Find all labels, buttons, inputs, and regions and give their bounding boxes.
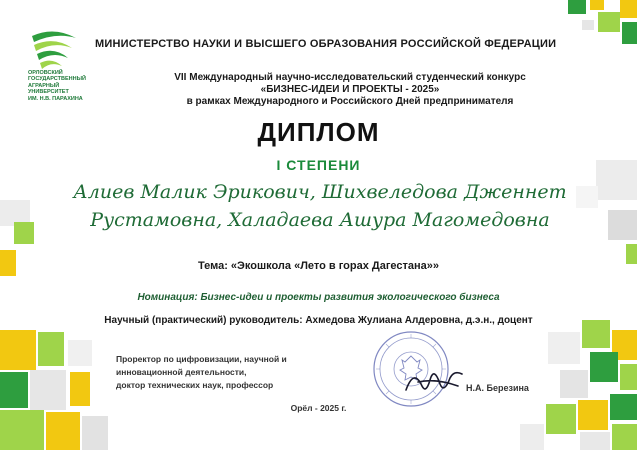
recipient-line: Алиев Малик Эрикович, Шихвеледова Дженнет (73, 181, 567, 203)
supervisor: Научный (практический) руководитель: Ахмедова Жулиана Алдеровна, д.э.н., доцент (104, 315, 533, 326)
logo-line: АГРАРНЫЙ (28, 82, 60, 89)
decor-square (82, 416, 108, 450)
decor-square (580, 432, 610, 450)
decor-square (0, 330, 36, 370)
conference-info (140, 72, 560, 108)
signer-line: Проректор по цифровизации, научной и (116, 354, 287, 364)
signer-line: доктор технических наук, профессор (116, 380, 274, 390)
decor-square (38, 332, 64, 366)
decor-square (560, 370, 588, 398)
diploma-degree: I СТЕПЕНИ (276, 157, 361, 173)
decor-square (590, 0, 604, 10)
decor-square (582, 20, 594, 30)
recipient-line: Рустамовна, Халадаева Ашура Магомедовна (90, 209, 550, 231)
decor-square (598, 12, 620, 32)
signer-line: инновационной деятельности, (116, 367, 247, 377)
decor-square (612, 424, 637, 450)
decor-square (568, 0, 586, 14)
recipient-names (60, 178, 580, 234)
signer-position (116, 353, 336, 392)
logo-line: ГОСУДАРСТВЕННЫЙ (28, 76, 86, 83)
leaf-logo-icon (28, 28, 80, 72)
decor-square (590, 352, 618, 382)
logo-caption (28, 70, 128, 102)
decor-square (46, 412, 80, 450)
signer-name: Н.А. Березина (466, 383, 529, 393)
signature-icon (400, 360, 470, 400)
decor-square (0, 410, 44, 450)
conference-line: «БИЗНЕС-ИДЕИ И ПРОЕКТЫ - 2025» (260, 84, 440, 95)
conference-line: в рамках Международного и Российского Дней предпринимателя (186, 96, 514, 107)
decor-square (68, 340, 92, 366)
logo-line: УНИВЕРСИТЕТ (28, 89, 69, 96)
decor-square (608, 210, 637, 240)
logo-line: ИМ. Н.В. ПАРАХИНА (28, 95, 83, 102)
project-theme: Тема: «Экошкола «Лето в горах Дагестана»» (197, 260, 440, 272)
nomination: Номинация: Бизнес-идеи и проекты развития экологического бизнеса (137, 292, 500, 303)
decor-square (14, 222, 34, 244)
diploma-title: ДИПЛОМ (257, 117, 380, 147)
decor-square (520, 424, 544, 450)
conference-line: VII Международный научно-исследовательский студенческий конкурс (174, 72, 526, 83)
logo-line: ОРЛОВСКИЙ (28, 70, 63, 76)
city-year: Орёл - 2025 г. (290, 403, 347, 413)
decor-square (70, 372, 90, 406)
decor-square (620, 364, 637, 390)
decor-square (622, 22, 637, 44)
ministry-header: МИНИСТЕРСТВО НАУКИ И ВЫСШЕГО ОБРАЗОВАНИЯ РОССИЙСКОЙ ФЕДЕРАЦИИ (95, 38, 557, 50)
decor-square (548, 332, 580, 364)
decor-square (620, 0, 637, 18)
